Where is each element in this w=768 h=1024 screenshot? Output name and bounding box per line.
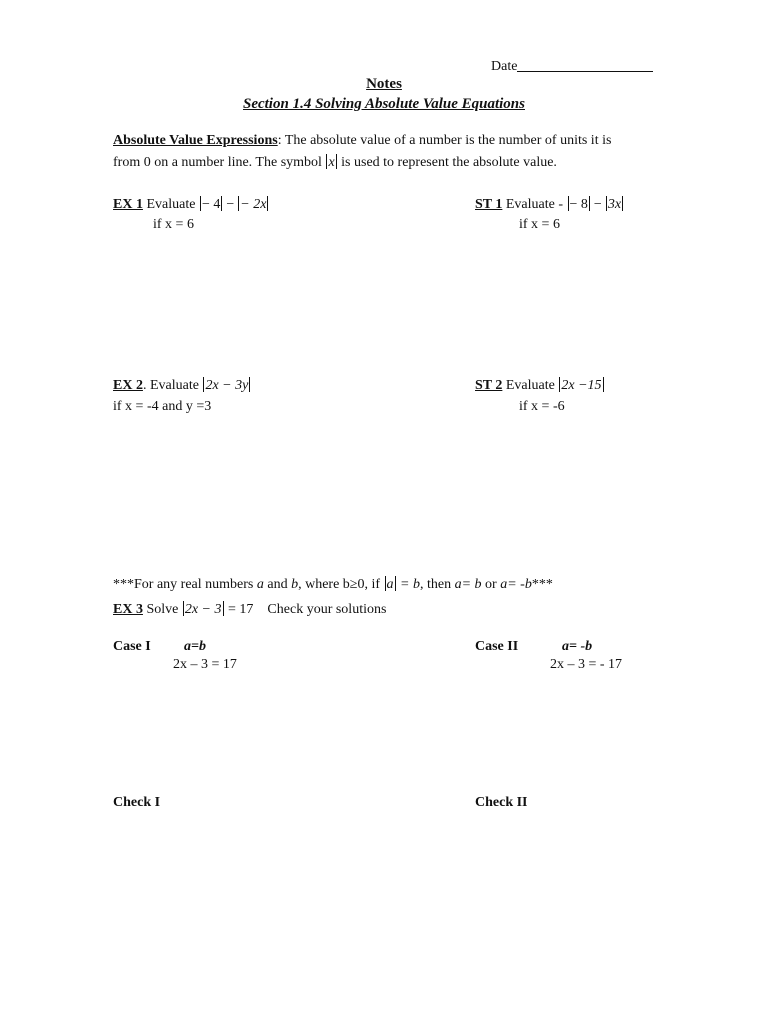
ex3-rhs: = 17 — [224, 602, 254, 617]
ex3-check-instruction: Check your solutions — [267, 602, 387, 617]
ex1-abs-2: − 2x — [240, 197, 267, 212]
case1-equation: 2x – 3 = 17 — [173, 657, 237, 672]
definition-term: Absolute Value Expressions — [113, 133, 278, 148]
ex1-condition: if x = 6 — [153, 217, 194, 232]
ex3-prompt: Solve — [142, 602, 182, 617]
case1-label: Case I — [113, 639, 151, 654]
ex1-prompt: Evaluate — [142, 197, 199, 212]
ex1-label: EX 1 — [113, 197, 143, 212]
st1-line — [475, 196, 624, 213]
st1-abs-1: − 8 — [569, 197, 588, 212]
st1-abs-2: 3x — [607, 197, 622, 212]
ex1-minus: − — [226, 197, 235, 212]
date-field — [491, 58, 653, 75]
page-subtitle: Section 1.4 Solving Absolute Value Equations — [242, 96, 525, 112]
case2-label: Case II — [475, 639, 519, 654]
symbol-variable: x — [328, 155, 335, 170]
date-label: Date — [491, 59, 518, 74]
ex3-expression: 2x − 3 — [184, 602, 222, 617]
case1-rule: a=b — [184, 639, 206, 654]
st2-condition: if x = -6 — [519, 399, 565, 414]
absolute-value-rule: ***For any real numbers a and b, where b≥0, if a = b, then a= b or a= -b*** — [113, 577, 553, 592]
ex2-label: EX 2 — [113, 378, 143, 393]
ex2-condition: if x = -4 and y =3 — [113, 399, 212, 414]
date-blank — [517, 58, 653, 72]
st2-line — [475, 377, 605, 394]
definition-line-1 — [113, 133, 611, 149]
ex1-abs-1: − 4 — [201, 197, 221, 212]
ex3-label: EX 3 — [113, 602, 143, 617]
check1-label: Check I — [113, 795, 161, 810]
st1-label: ST 1 — [475, 197, 503, 212]
ex1-line — [113, 196, 269, 213]
st1-minus: − — [593, 197, 602, 212]
ex2-expression: 2x − 3y — [205, 378, 249, 393]
definition-line-2 — [113, 154, 557, 171]
st2-expression: 2x −15 — [561, 378, 602, 393]
st1-prompt: Evaluate - — [502, 197, 567, 212]
check2-label: Check II — [475, 795, 528, 810]
st1-condition: if x = 6 — [519, 217, 560, 232]
ex3-line — [113, 601, 386, 618]
case2-rule: a= -b — [562, 639, 593, 654]
definition-text-2b: is used to represent the absolute value. — [337, 155, 557, 170]
st2-label: ST 2 — [475, 378, 503, 393]
ex2-prompt: . Evaluate — [142, 378, 203, 393]
definition-text-2a: from 0 on a number line. The symbol — [113, 155, 326, 170]
definition-text-1: : The absolute value of a number is the number of units it is — [277, 133, 612, 148]
ex2-line — [113, 377, 251, 394]
st2-prompt: Evaluate — [502, 378, 559, 393]
page-title: Notes — [366, 76, 402, 92]
case2-equation: 2x – 3 = - 17 — [550, 657, 623, 672]
